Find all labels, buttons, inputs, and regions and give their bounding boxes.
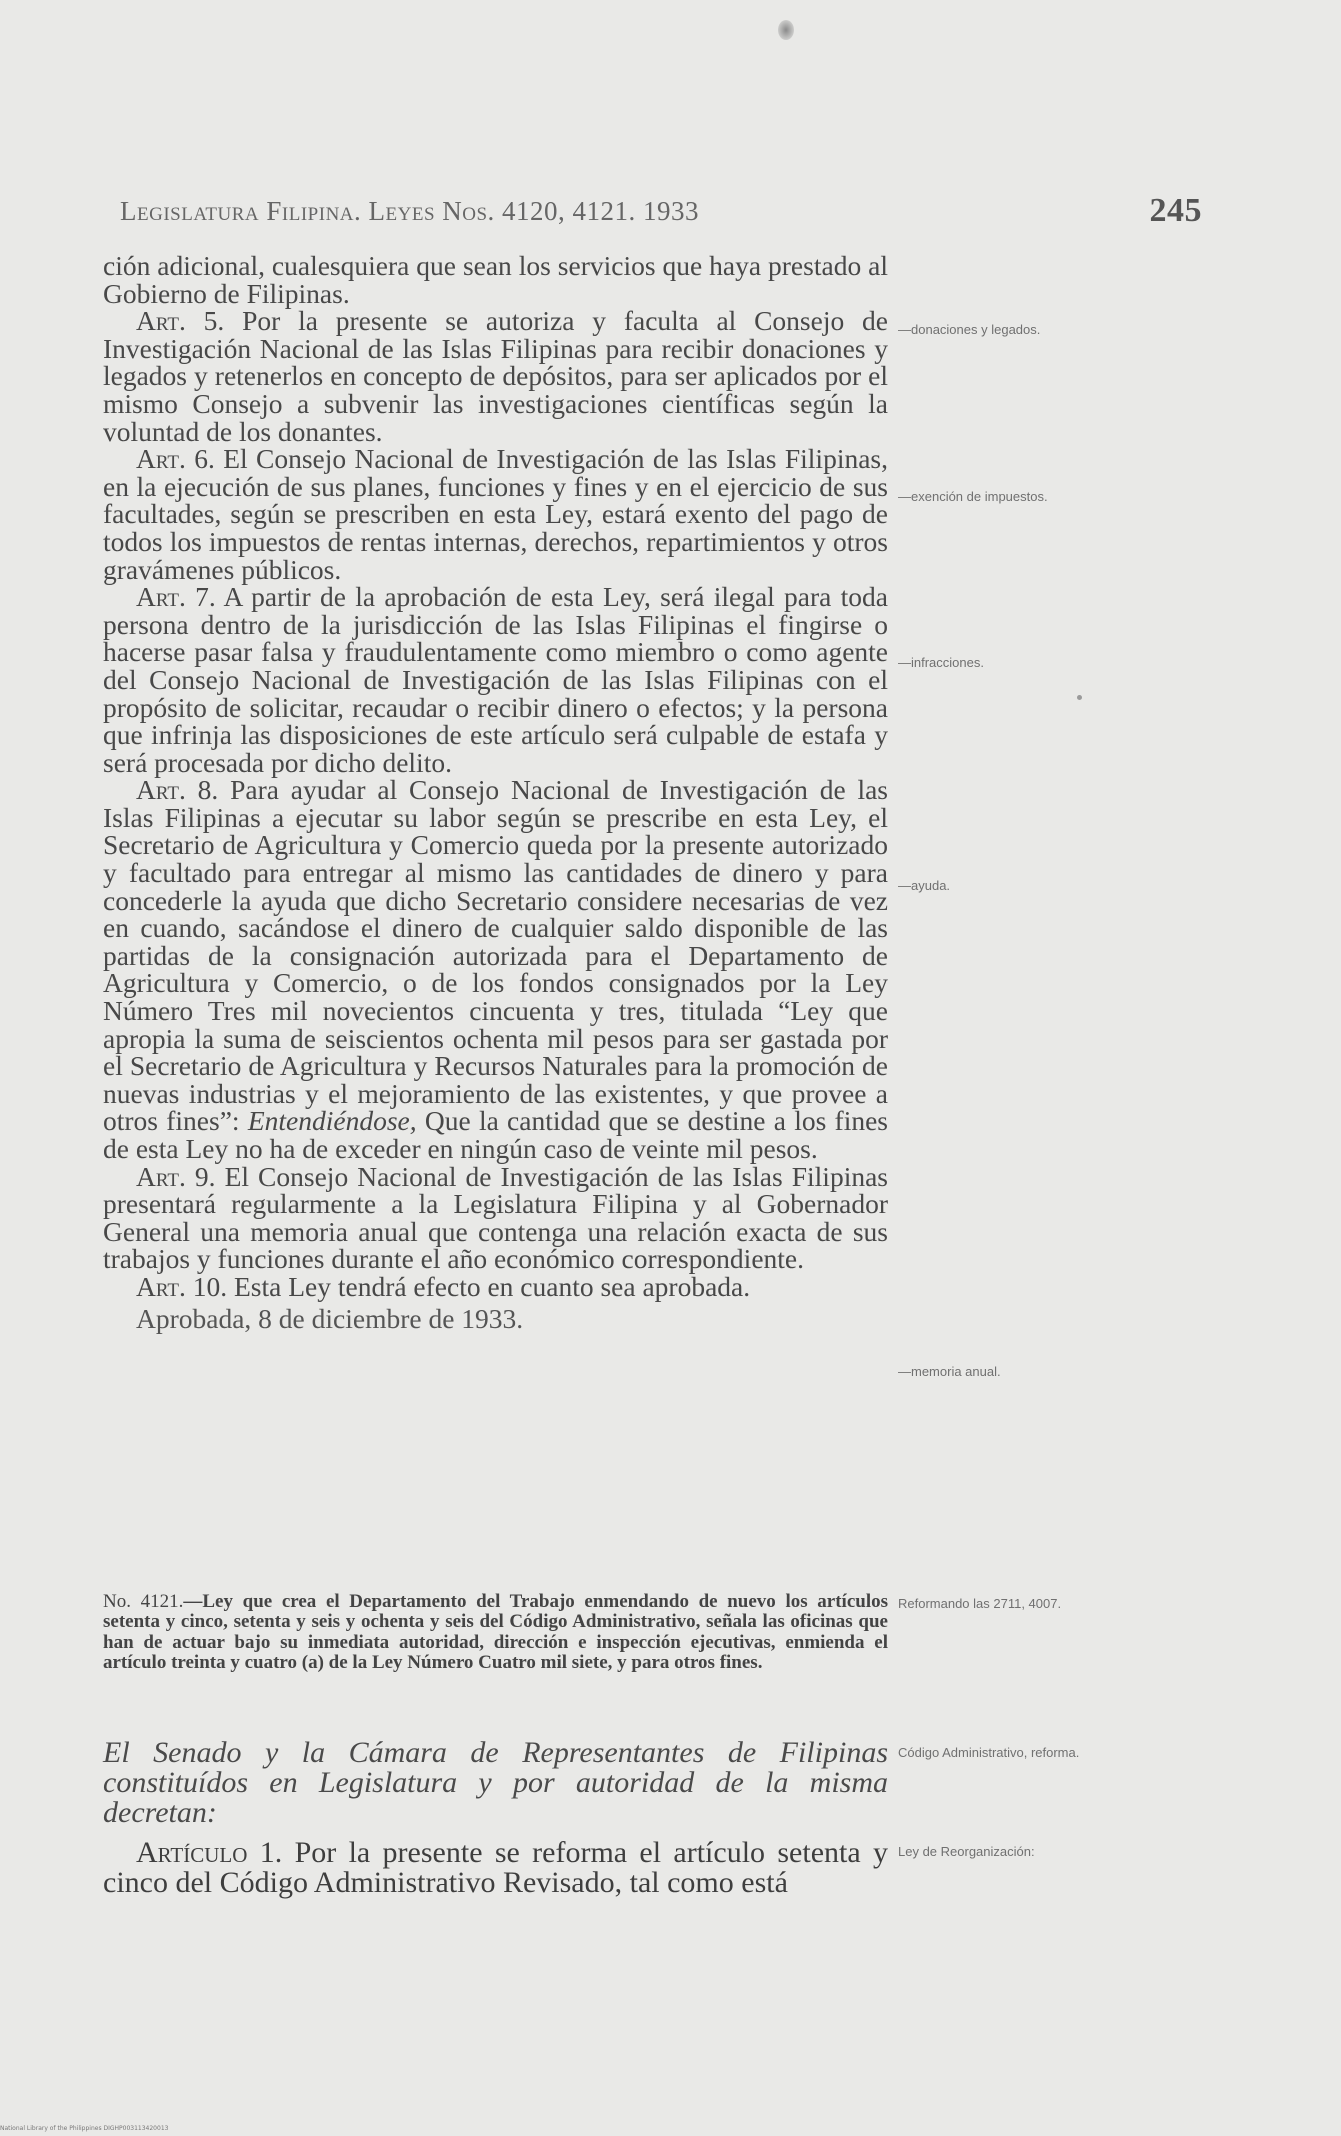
article-10-label: Art. 10. (136, 1270, 228, 1302)
margin-note-codigo: Código Administrativo, reforma. (898, 1745, 1080, 1760)
article-1 (103, 1838, 888, 1898)
article-1-text: Por la presente se reforma el artículo setenta y cinco del Código Administrativo Revisado, tal como está (103, 1836, 888, 1899)
article-6-text: El Consejo Nacional de Investigación de las Islas Filipinas, en la ejecución de sus planes, funciones y fines y en el ejercicio de sus facultades, según se prescriben en esta Ley, estará exento del pago de todos los impuestos de rentas internas, derechos, repartimientos y otros gravámenes públicos. (103, 443, 889, 585)
article-5-text: Por la presente se autoriza y faculta al Consejo de Investigación Nacional de las Islas Filipinas para recibir donaciones y legados y retenerlos en concepto de depósitos, para ser aplicados por el mismo Consejo a subvenir las investigaciones científicas según la voluntad de los donantes. (103, 305, 888, 447)
margin-note-donaciones: —donaciones y legados. (898, 322, 1041, 337)
article-7-label: Art. 7. (136, 581, 216, 613)
article-1-label: Artículo 1. (136, 1836, 283, 1869)
approval-date: Aprobada, 8 de diciembre de 1933. (136, 1302, 524, 1334)
law-4121-summary (103, 1592, 888, 1674)
law-4120-body (103, 252, 888, 1332)
scan-speck (778, 20, 794, 40)
margin-note-reformando: Reformando las 2711, 4007. (898, 1596, 1062, 1611)
article-8-text-end: Que la cantidad que se destine a los fines de esta Ley no ha de exceder en ningún caso de veinte mil pesos. (103, 1105, 888, 1164)
margin-note-reorganizacion: Ley de Reorganización: (898, 1844, 1035, 1859)
margin-note-memoria: —memoria anual. (898, 1364, 1001, 1379)
continuation-paragraph: ción adicional, cualesquiera que sean los servicios que haya prestado al Gobierno de Filipinas. (103, 250, 888, 309)
law-number: No. 4121. (103, 1591, 184, 1612)
article-9-text: El Consejo Nacional de Investigación de las Islas Filipinas presentará regularmente a la Legislatura Filipina y al Gobernador General una memoria anual que contenga una relación exacta de sus trabajos y funciones durante el año económico correspondiente. (103, 1160, 889, 1275)
margin-note-ayuda: —ayuda. (898, 878, 951, 893)
page-number: 245 (1149, 192, 1202, 229)
article-7-text: A partir de la aprobación de esta Ley, será ilegal para toda persona dentro de la jurisdicción de las Islas Filipinas el fingirse o hacerse pasar falsa y fraudulentamente como miembro o como agente del Consejo Nacional de Investigación de las Islas Filipinas con el propósito de solicitar, recaudar o recibir dinero o efectos; y la persona que infrinja las disposiciones de este artículo será culpable de estafa y será procesada por dicho delito. (103, 581, 889, 778)
scan-dot (1077, 695, 1082, 700)
running-title: Legislatura Filipina. Leyes Nos. 4120, 4121. 1933 (120, 196, 700, 226)
page-header (120, 192, 1202, 236)
article-10 (103, 1270, 888, 1302)
article-9 (103, 1160, 889, 1275)
article-6 (103, 445, 888, 583)
law-title: —Ley que crea el Departamento del Trabajo enmendando de nuevo los artículos setenta y cinco, setenta y seis y ochenta y seis del Código Administrativo, señala las oficinas que han de actuar bajo su inmediata autoridad, dirección e inspección ejecutivas, enmienda el artículo treinta y cuatro (a) de la Ley Número Cuatro mil siete, y para otros fines. (103, 1591, 888, 1674)
enacting-clause: El Senado y la Cámara de Representantes de Filipinas constituídos en Legislatura y por autoridad de la misma decretan: (103, 1736, 888, 1829)
article-6-label: Art. 6. (136, 443, 215, 475)
article-5-label: Art. 5. (136, 305, 225, 337)
article-8-label: Art. 8. (136, 774, 219, 806)
article-7 (103, 583, 888, 776)
article-9-label: Art. 9. (136, 1160, 216, 1192)
article-5 (103, 307, 888, 445)
scan-footer: National Library of the Philippines DIGHP003113420013 (0, 2125, 169, 2132)
margin-note-exencion: —exención de impuestos. (898, 489, 1048, 504)
article-8-text: Para ayudar al Consejo Nacional de Investigación de las Islas Filipinas a ejecutar su labor según se prescribe en esta Ley, el Secretario de Agricultura y Comercio queda por la presente autorizado y facultado para entregar al mismo las cantidades de dinero y para concederle la ayuda que dicho Secretario considere necesarias de vez en cuando, sacándose el dinero de cualquier saldo disponible de las partidas de la consignación autorizada para el Departamento de Agricultura y Comercio, o de los fondos consignados por la Ley Número Tres mil novecientos cincuenta y tres, titulada “Ley que apropia la suma de seiscientos ochenta mil pesos para ser gastada por el Secretario de Agricultura y Recursos Naturales para la promoción de nuevas industrias y el mejoramiento de las existentes, y que provee a otros fines”: (103, 774, 888, 1137)
article-8 (103, 776, 888, 1162)
article-10-text: Esta Ley tendrá efecto en cuanto sea aprobada. (227, 1270, 751, 1302)
margin-note-infracciones: —infracciones. (898, 655, 984, 670)
article-8-proviso: Entendiéndose, (247, 1105, 417, 1137)
